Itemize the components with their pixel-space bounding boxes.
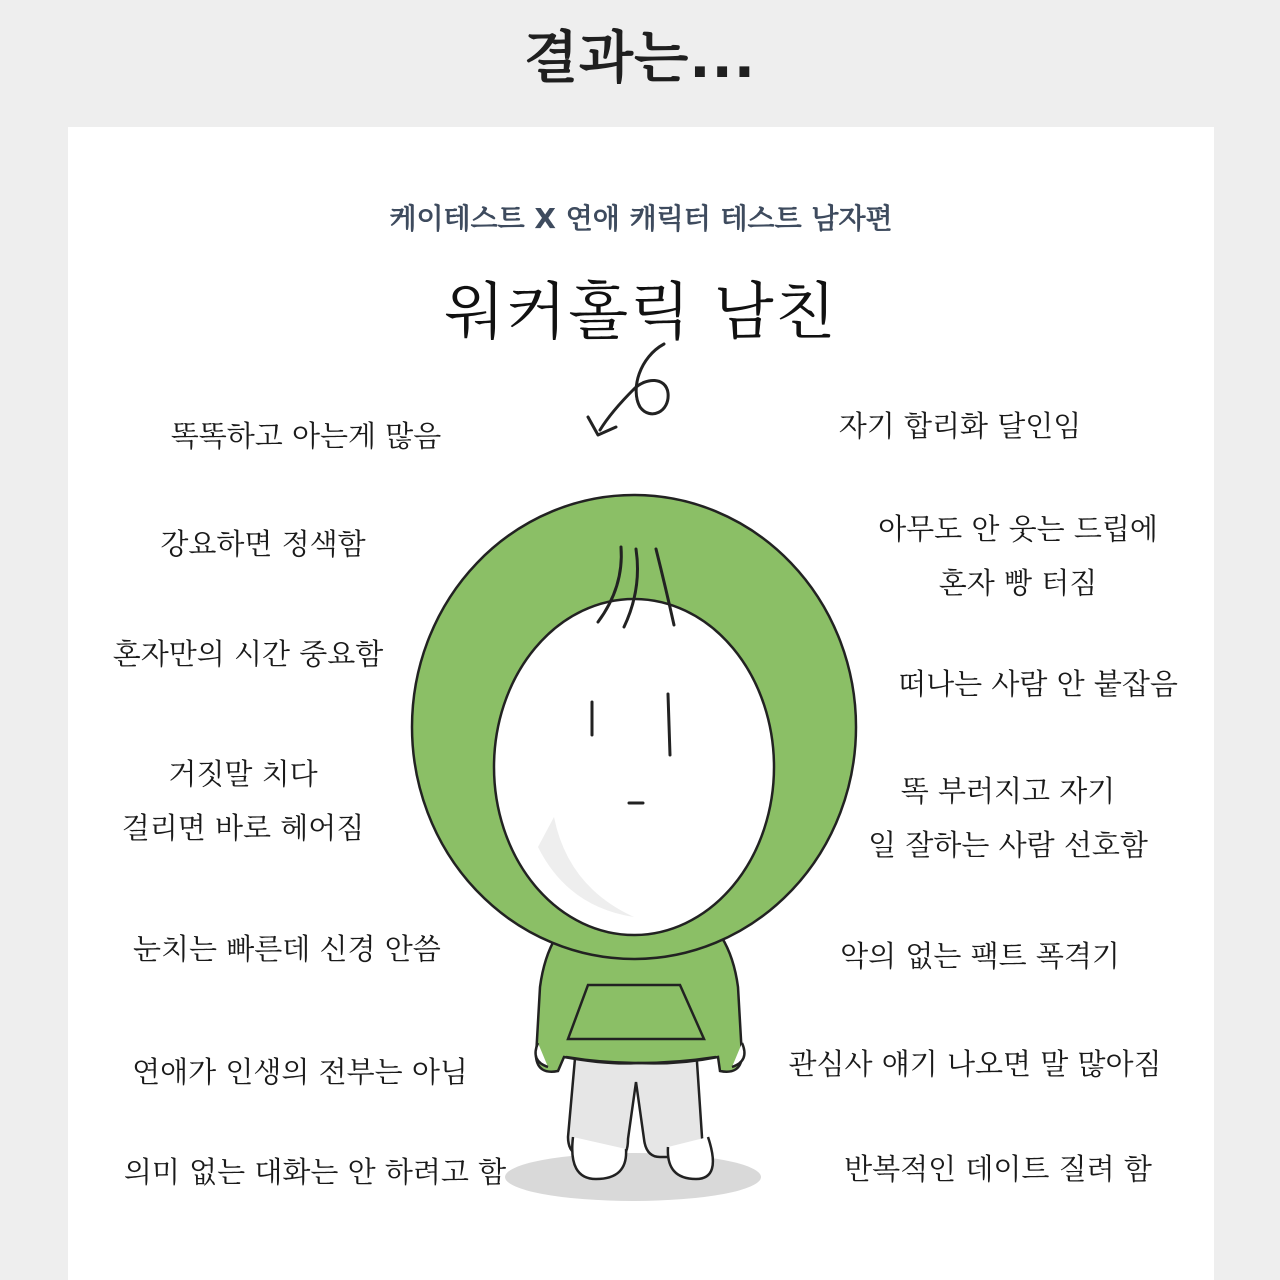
trait-line: 연애가 인생의 전부는 아님 [132, 1055, 468, 1089]
curly-arrow-icon [588, 344, 668, 435]
test-subtitle: 케이테스트 X 연애 캐릭터 테스트 남자편 [389, 202, 893, 235]
character-illustration [68, 127, 1214, 1280]
trait-line: 혼자 빵 터짐 [938, 566, 1098, 600]
trait-line: 관심사 얘기 나오면 말 많아짐 [788, 1047, 1162, 1081]
trait-line: 악의 없는 팩트 폭격기 [840, 939, 1120, 973]
trait-line: 떠나는 사람 안 붙잡음 [898, 667, 1178, 701]
trait-line: 강요하면 정색함 [160, 527, 366, 561]
trait-line: 아무도 안 웃는 드립에 [878, 512, 1158, 546]
trait-line: 혼자만의 시간 중요함 [112, 637, 384, 671]
result-card [68, 127, 1214, 1280]
ground-shadow [505, 1153, 761, 1201]
result-title: 워커홀릭 남친 [444, 275, 838, 348]
trait-line: 눈치는 빠른데 신경 안씀 [133, 932, 441, 966]
page-title: 결과는... [523, 26, 757, 91]
trait-line: 의미 없는 대화는 안 하려고 함 [123, 1155, 507, 1189]
trait-line: 걸리면 바로 헤어짐 [121, 811, 365, 845]
trait-line: 똑 부러지고 자기 [900, 774, 1116, 808]
trait-line: 반복적인 데이트 질려 함 [844, 1152, 1152, 1186]
trait-line: 거짓말 치다 [168, 757, 318, 791]
trait-line: 자기 합리화 달인임 [838, 409, 1082, 443]
trait-line: 일 잘하는 사람 선호함 [868, 828, 1148, 862]
trait-line: 똑똑하고 아는게 많음 [170, 419, 442, 453]
